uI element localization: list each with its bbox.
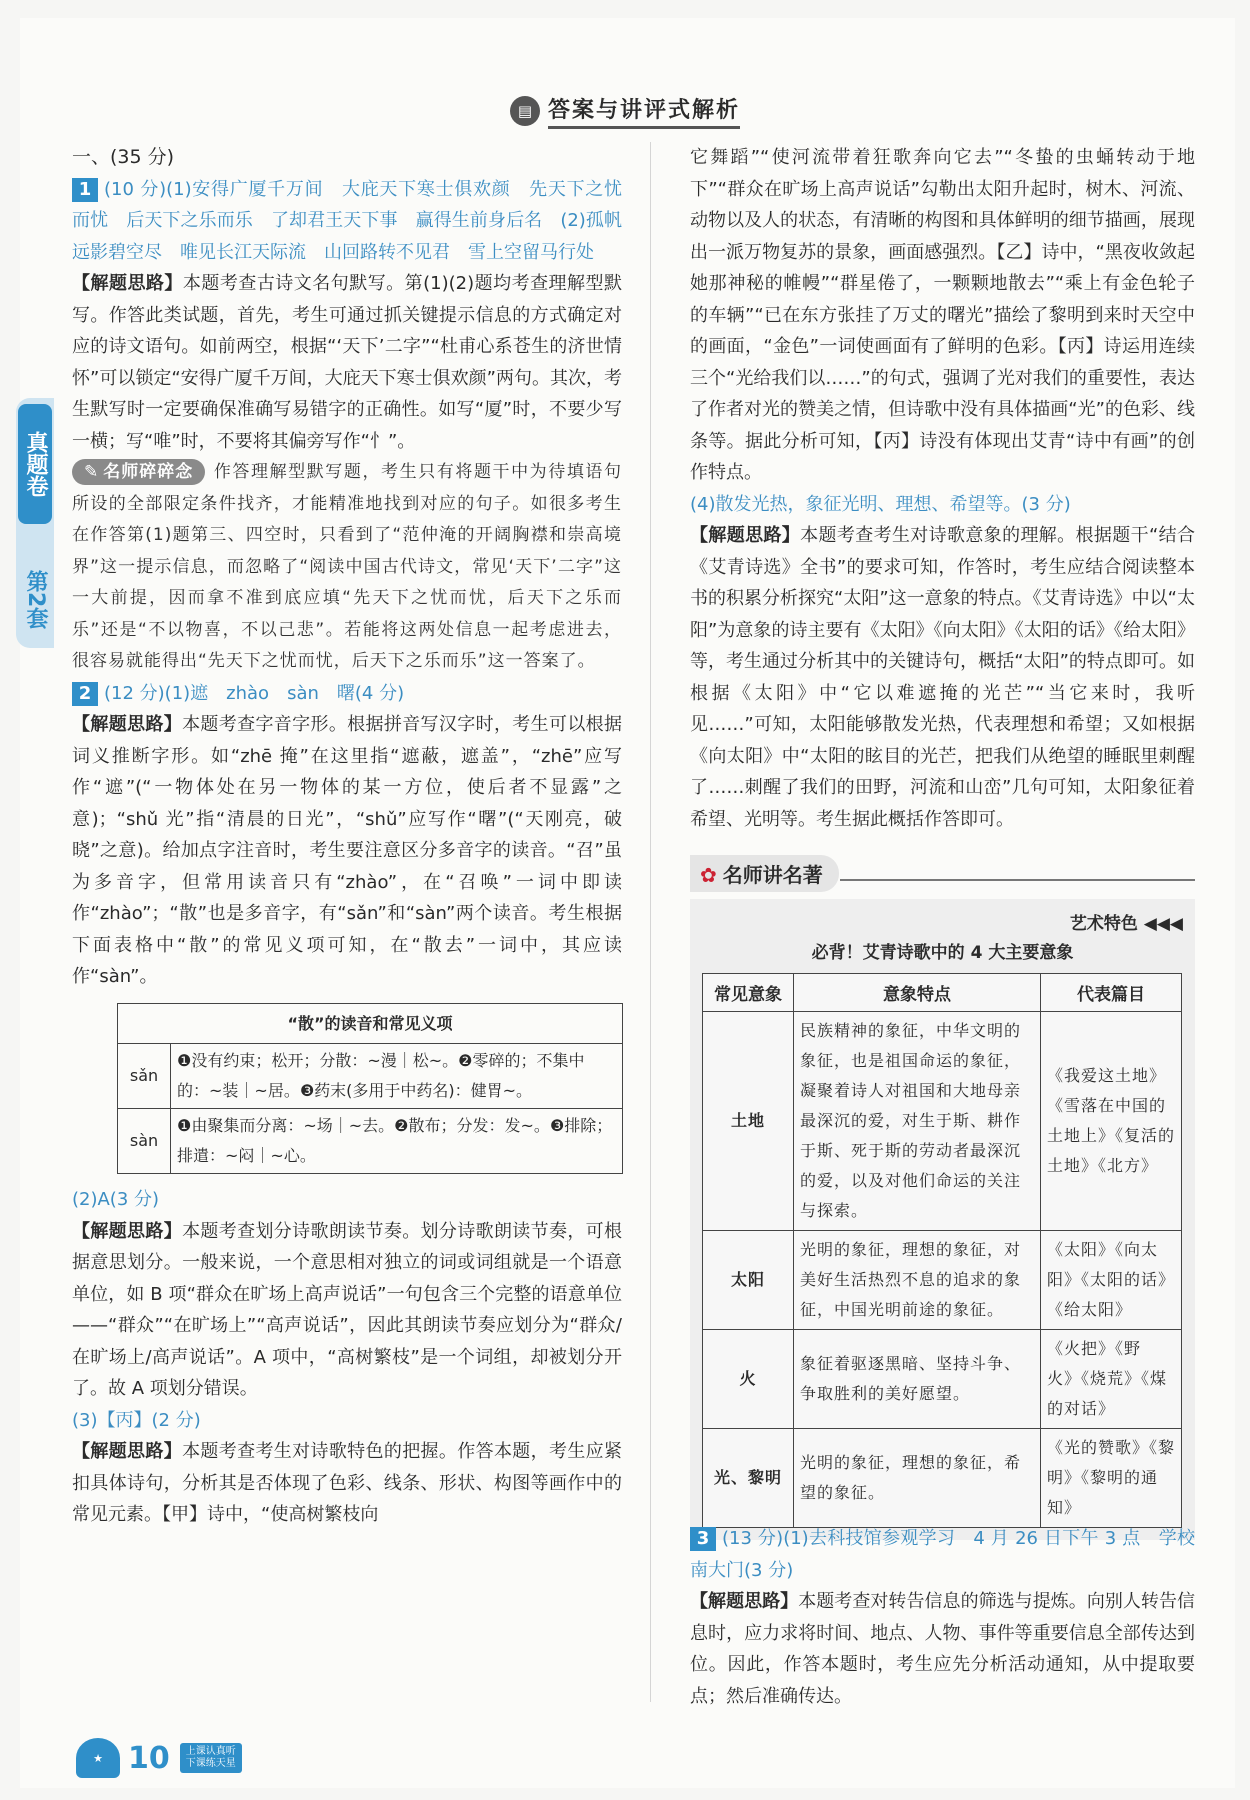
q1-answer-text: (10 分)(1)安得广厦千万间 大庇天下寒士俱欢颜 先天下之忧而忧 后天下之乐而乐 了却君王天下事 赢得生前身后名 (2)孤帆远影碧空尽 唯见长江天际流 山回路转不见君 雪上空留马行处: [72, 178, 622, 263]
imagery-works: 《太阳》《向太阳》《太阳的话》《给太阳》: [1041, 1231, 1182, 1330]
table-row: [703, 1231, 1182, 1330]
imagery-name: 土地: [703, 1012, 794, 1231]
q2-think1-text: 本题考查字音字形。根据拼音写汉字时，考生可以根据词义推断字形。如“zhē 掩”在这里指“遮蔽，遮盖”，“zhē”应写作“遮”(“一物体处在另一物体的某一方位，使后者不显露”之意)；“shǔ 光”指“清晨的日光”，“shǔ”应写作“曙”(“天刚亮，破晓”之意)。给加点字注音时，考生要注意区分多音字的读音。“召”虽为多音字，但常用读音只有“zhào”，在“召唤”一词中即读作“zhào”；“散”也是多音字，有“sǎn”和“sàn”两个读音。考生根据下面表格中“散”的常见义项可知，在“散去”一词中，其应读作“sàn”。: [72, 714, 623, 987]
q3-think-label: 【解题思路】: [690, 1591, 799, 1612]
imagery-works: 《火把》《野火》《烧荒》《煤的对话》: [1041, 1330, 1182, 1429]
q2-think1: [72, 709, 622, 993]
column-divider: [650, 142, 651, 1702]
box-title: [690, 855, 839, 892]
section-title: 一、(35 分): [72, 146, 175, 168]
san-table-title: “散”的读音和常见义项: [118, 1003, 623, 1044]
teacher-classic-box: [690, 855, 1195, 1515]
page-number: 10: [128, 1740, 170, 1776]
q3-answer-text: (13 分)(1)去科技馆参观学习 4 月 26 日下午 3 点 学校南大门(3 分): [690, 1528, 1195, 1581]
imagery-works: 《我爱这土地》《雪落在中国的土地上》《复活的土地》《北方》: [1041, 1012, 1182, 1231]
q2-think2: [72, 1216, 622, 1405]
imagery-table: [702, 973, 1182, 1528]
footer: [76, 1738, 242, 1778]
q2-think4-label: 【解题思路】: [690, 525, 801, 546]
imagery-header: 代表篇目: [1041, 974, 1182, 1012]
q2-answer4: (4)散发光热，象征光明、理想、希望等。(3 分): [690, 493, 1071, 515]
table-row: [118, 1109, 623, 1174]
q3-block: [690, 1523, 1195, 1712]
box-title-text: 名师讲名著: [722, 863, 823, 887]
san-table: [117, 1003, 623, 1175]
q2-think3-continued: 它舞蹈”“使河流带着狂歌奔向它去”“冬蛰的虫蛹转动于地下”“群众在旷场上高声说话”勾勒出太阳升起时，树木、河流、动物以及人的状态，有清晰的构图和具体鲜明的细节描画，展现出一派万物复苏的景象，画面感强烈。【乙】诗中，“黑夜收敛起她那神秘的帷幔”“群星倦了，一颗颗地散去”“乘上有金色轮子的车辆”“已在东方张挂了万丈的曙光”描绘了黎明到来时天空中的画面，“金色”一词使画面有了鲜明的色彩。【丙】诗运用连续三个“光给我们以……”的句式，强调了光对我们的重要性，表达了作者对光的赞美之情，但诗歌中没有具体描画“光”的色彩、线条等。据此分析可知，【丙】诗没有体现出艾青“诗中有画”的创作特点。: [690, 147, 1195, 483]
header-title: 答案与讲评式解析: [548, 93, 740, 129]
imagery-header: 意象特点: [794, 974, 1041, 1012]
book-icon: ▤: [510, 96, 540, 126]
imagery-feature: 光明的象征，理想的象征，希望的象征。: [794, 1429, 1041, 1528]
side-tab-top: 真题卷: [18, 404, 52, 524]
q1-answer: [72, 174, 622, 269]
q2-think3: [72, 1436, 622, 1531]
imagery-feature: 光明的象征，理想的象征，对美好生活热烈不息的追求的象征，中国光明前途的象征。: [794, 1231, 1041, 1330]
footer-slogan: [180, 1743, 242, 1773]
q3-number: 3: [690, 1527, 716, 1551]
q2-number: 2: [72, 682, 98, 706]
q1-number: 1: [72, 178, 98, 202]
side-tab-bottom: 第2套: [23, 570, 48, 630]
san-definition: ❶由聚集而分离：~场｜~去。❷散布；分发：发~。❸排除；排遣：~闷｜~心。: [171, 1109, 623, 1174]
imagery-name: 太阳: [703, 1231, 794, 1330]
table-row: [703, 1330, 1182, 1429]
section-header: [510, 92, 740, 130]
q2-think4-text: 本题考查考生对诗歌意象的理解。根据题干“结合《艾青诗选》全书”的要求可知，作答时，考生应结合阅读整本书的积累分析探究“太阳”这一意象的特点。《艾青诗选》中以“太阳”为意象的诗主要有《太阳》《向太阳》《太阳的话》《给太阳》等，考生通过分析其中的关键诗句，概括“太阳”的特点即可。如根据《太阳》中“它以难遮掩的光芒”“当它来时，我听见……”可知，太阳能够散发光热，代表理想和希望；又如根据《向太阳》中“太阳的眩目的光芒，把我们从绝望的睡眠里刺醒了……刺醒了我们的田野，河流和山峦”几句可知，太阳象征着希望、光明等。考生据此概括作答即可。: [690, 525, 1196, 830]
q2-think3-label: 【解题思路】: [72, 1441, 183, 1462]
q2-answer2: (2)A(3 分): [72, 1189, 160, 1210]
q2-answer-text: (12 分)(1)遮 zhào sàn 曙(4 分): [104, 682, 405, 704]
q3-think-text: 本题考查对转告信息的筛选与提炼。向别人转告信息时，应力求将时间、地点、人物、事件等重要信息全部传达到位。因此，作答本题时，考生应先分析活动通知，从中提取要点；然后准确传达。: [690, 1591, 1196, 1707]
q1-think-text: 本题考查古诗文名句默写。第(1)(2)题均考查理解型默写。作答此类试题，首先，考生可通过抓关键提示信息的方式确定对应的诗文语句。如前两空，根据“‘天下’二字”“杜甫心系苍生的济世情怀”可以锁定“安得广厦千万间，大庇天下寒士俱欢颜”两句。其次，考生默写时一定要确保准确写易错字的正确性。如写“厦”时，不要少写一横；写“唯”时，不要将其偏旁写作“忄”。: [72, 273, 622, 452]
imagery-feature: 象征着驱逐黑暗、坚持斗争、争取胜利的美好愿望。: [794, 1330, 1041, 1429]
table-row: [118, 1044, 623, 1109]
q1-think: [72, 268, 622, 457]
san-definition: ❶没有约束；松开；分散：~漫｜松~。❷零碎的；不集中的：~装｜~居。❸药末(多用于中药名)：健胃~。: [171, 1044, 623, 1109]
star-logo-icon: ★: [76, 1738, 120, 1778]
box-rule: [840, 879, 1195, 881]
q2-think4: [690, 520, 1195, 835]
left-column: [72, 142, 622, 1531]
table-row: [703, 1429, 1182, 1528]
table-row: [703, 1012, 1182, 1231]
box-category: 艺术特色 ◀◀◀: [1069, 914, 1183, 934]
q1-think-label: 【解题思路】: [72, 273, 183, 294]
teacher-note-label: 名师碎碎念: [103, 462, 194, 482]
teacher-note-text: 作答理解型默写题，考生只有将题干中为待填语句所设的全部限定条件找齐，才能精准地找到对应的句子。如很多考生在作答第(1)题第三、四空时，只看到了“范仲淹的开阔胸襟和崇高境界”这一提示信息，而忽略了“阅读中国古代诗文，常见‘天下’二字”这一大前提，因而拿不准到底应填“先天下之忧而忧，后天下之乐而乐”还是“不以物喜，不以己悲”。若能将这两处信息一起考虑进去，很容易就能得出“先天下之忧而忧，后天下之乐而乐”这一答案了。: [72, 462, 622, 671]
side-tab: [16, 398, 54, 648]
q2-answer: [72, 678, 622, 710]
teacher-note: [72, 457, 622, 678]
imagery-header: 常见意象: [703, 974, 794, 1012]
q2-answer3: (3)【丙】(2 分): [72, 1409, 201, 1431]
q2-think3-text: 本题考查考生对诗歌特色的把握。作答本题，考生应紧扣具体诗句，分析其是否体现了色彩、线条、形状、构图等画作中的常见元素。【甲】诗中，“使高树繁枝向: [72, 1441, 623, 1525]
box-subtitle: 必背！艾青诗歌中的 4 大主要意象: [811, 943, 1074, 963]
imagery-feature: 民族精神的象征，中华文明的象征，也是祖国命运的象征，凝聚着诗人对祖国和大地母亲最深沉的爱，对生于斯、耕作于斯、死于斯的劳动者最深沉的爱，以及对他们命运的关注与探索。: [794, 1012, 1041, 1231]
pen-icon: ✎: [84, 462, 100, 482]
box-header: [690, 855, 1195, 895]
q2-think2-label: 【解题思路】: [72, 1220, 183, 1242]
q2-think2-text: 本题考查划分诗歌朗读节奏。划分诗歌朗读节奏，可根据意思划分。一般来说，一个意思相对独立的词或词组就是一个语意单位，如 B 项“群众在旷场上高声说话”一句包含三个完整的语意单位——“群众”“在旷场上”“高声说话”，因此其朗读节奏应划分为“群众/在旷场上/高声说话”。A 项中，“高树繁枝”是一个词组，却被划分开了。故 A 项划分错误。: [72, 1220, 623, 1399]
imagery-name: 光、黎明: [703, 1429, 794, 1528]
q3-think: [690, 1586, 1195, 1712]
imagery-works: 《光的赞歌》《黎明》《黎明的通知》: [1041, 1429, 1182, 1528]
teacher-icon: ✿: [700, 863, 717, 887]
san-pinyin: sǎn: [118, 1044, 171, 1109]
imagery-name: 火: [703, 1330, 794, 1429]
right-column: [690, 142, 1195, 835]
q2-think1-label: 【解题思路】: [72, 714, 183, 735]
q3-answer: [690, 1523, 1195, 1586]
teacher-note-tag: [72, 459, 205, 485]
box-body: [690, 899, 1195, 1540]
san-pinyin: sàn: [118, 1109, 171, 1174]
slogan-line2: 下课练天星: [185, 1758, 236, 1769]
slogan-line1: 上课认真听: [185, 1746, 236, 1757]
